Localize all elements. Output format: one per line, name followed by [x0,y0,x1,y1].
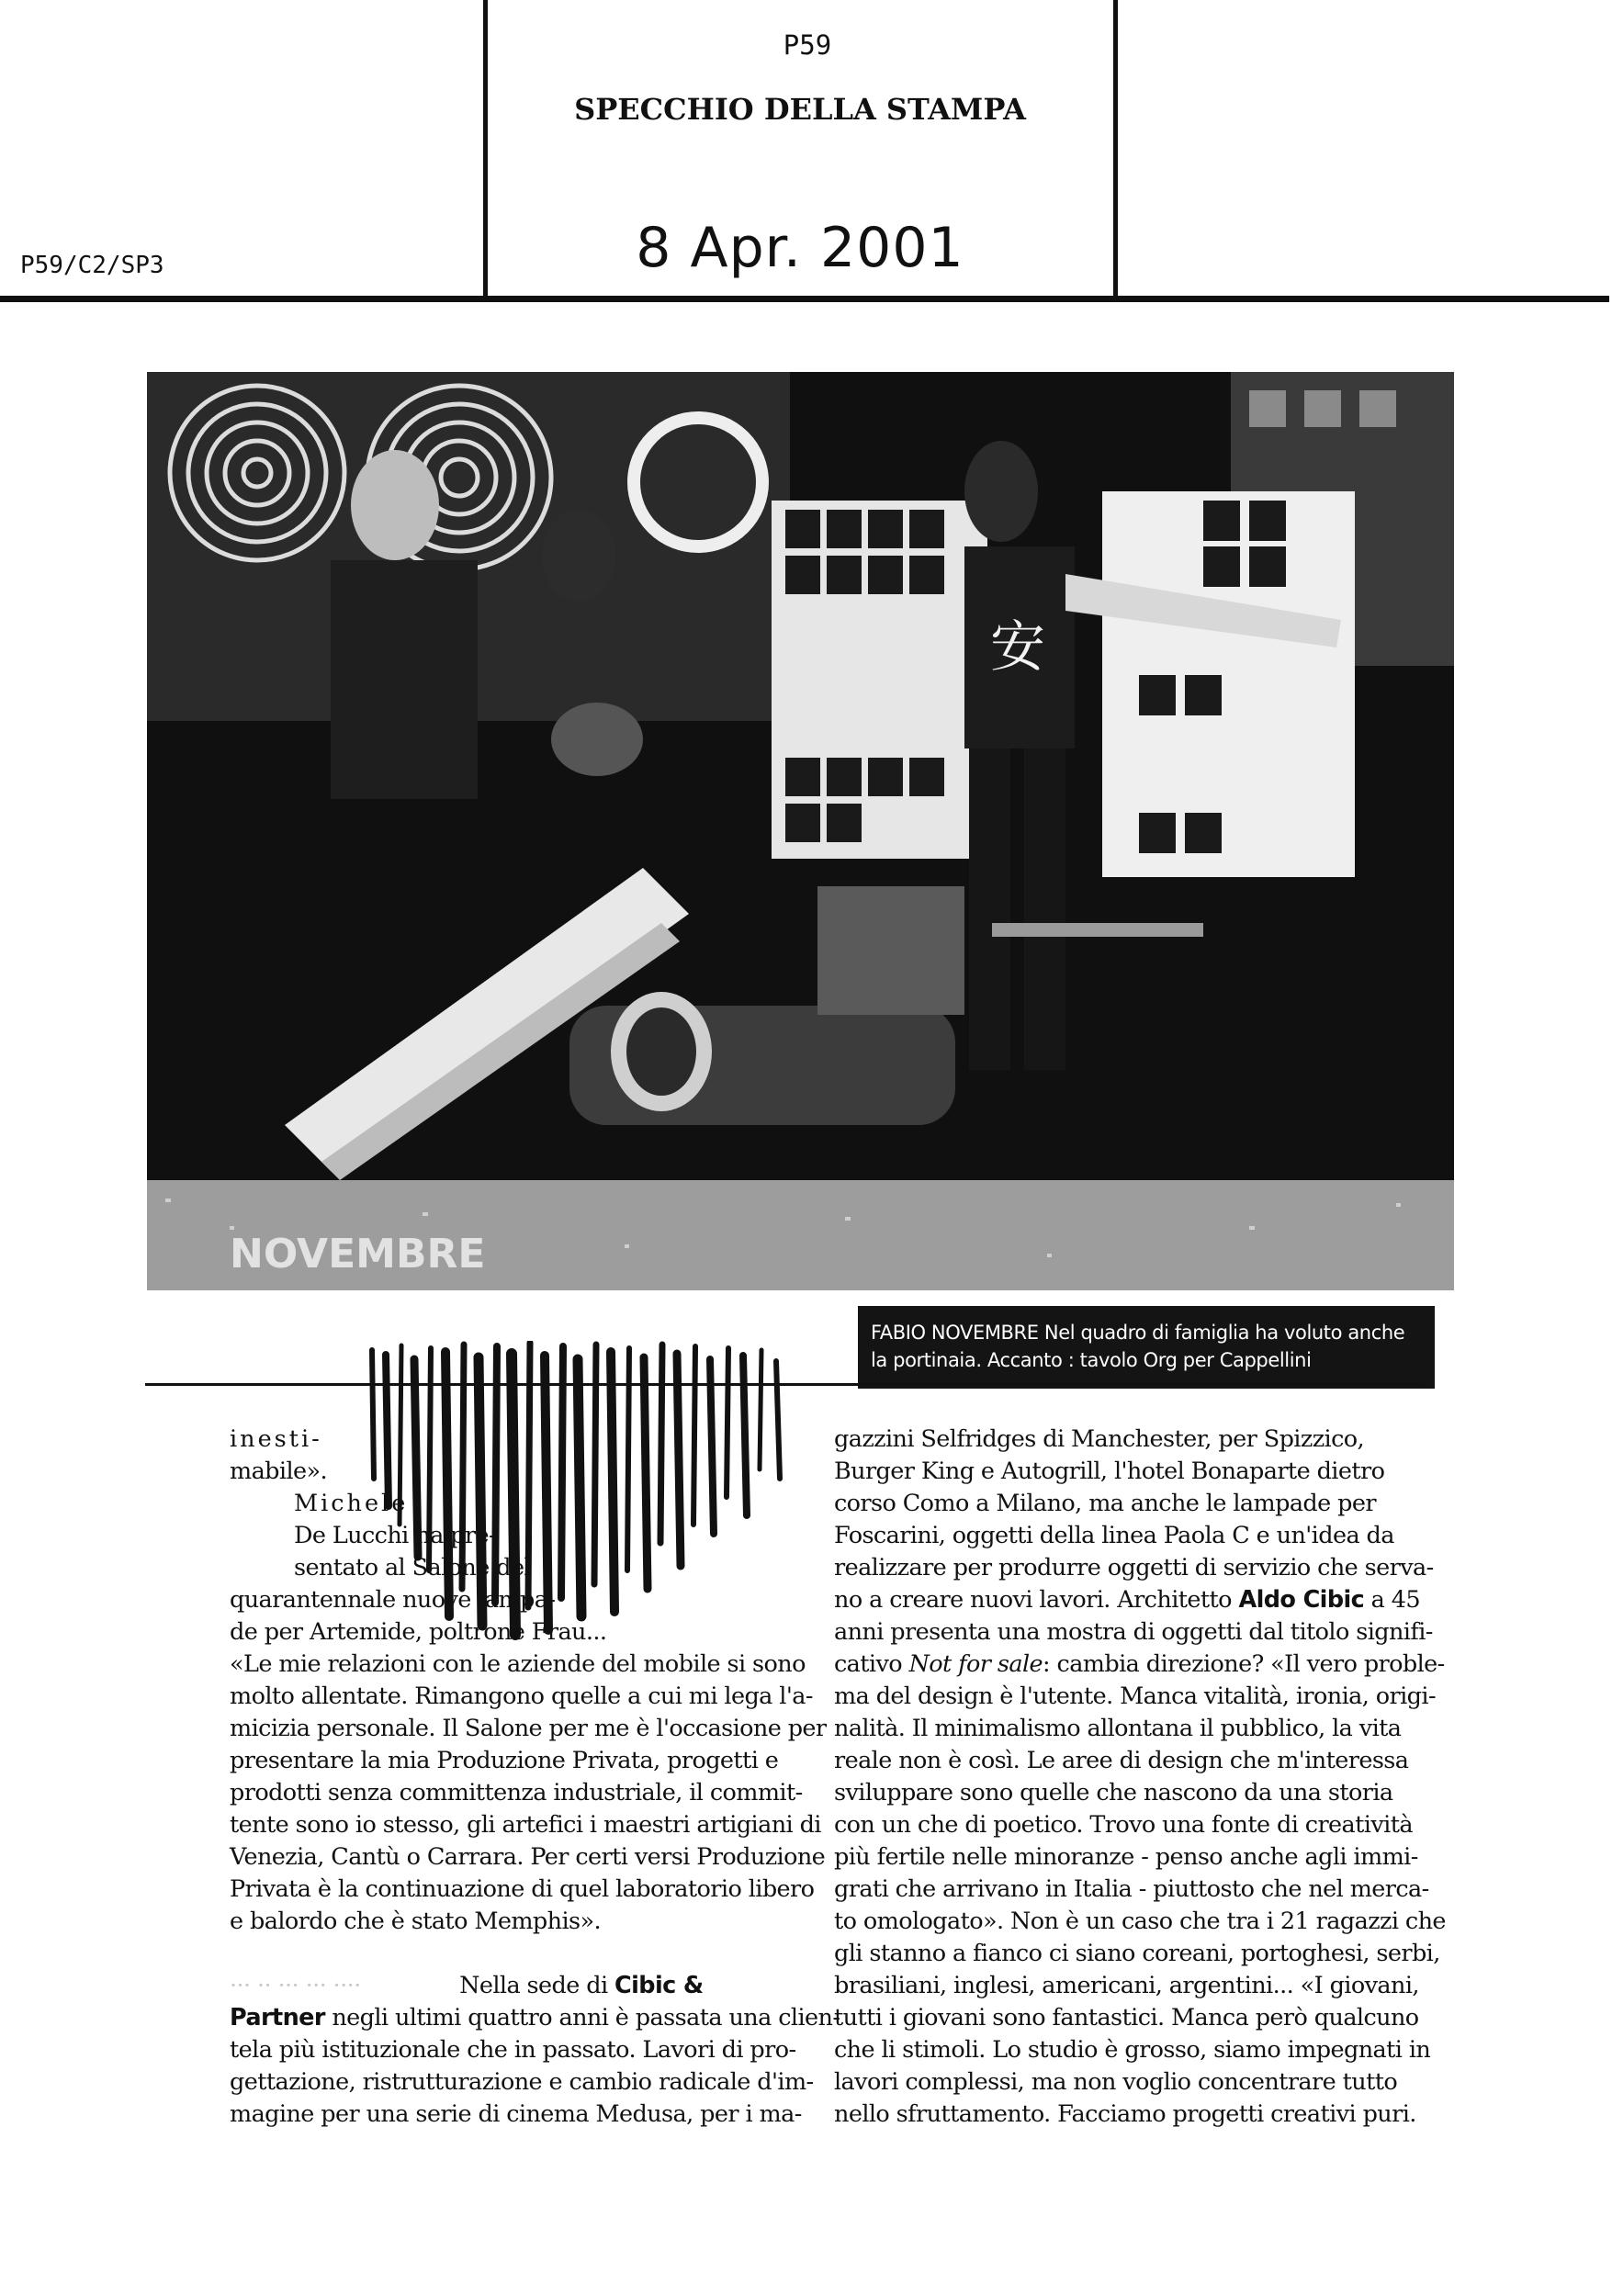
article-line: ma del design è l'utente. Manca vitalità, ironia, origi- [834,1683,1436,1710]
header-rule [0,296,1609,302]
article-line: inesti- [230,1425,322,1453]
article-line: Michele [294,1490,409,1517]
article-line: anni presenta una mostra di oggetti dal titolo signifi- [834,1618,1433,1646]
article-line: sentato al Salone del [294,1554,531,1581]
article-line: tela più istituzionale che in passato. Lavori di pro- [230,2036,796,2064]
article-line: con un che di poetico. Trovo una fonte di creatività [834,1811,1413,1839]
aldo-cibic-name: Aldo Cibic [1238,1586,1365,1614]
faint-lead-text: ··· ·· ··· ··· ···· [230,1972,361,1999]
article-line: nalità. Il minimalismo allontana il pubblico, la vita [834,1715,1402,1742]
article-line: quarantennale nuove lampa- [230,1586,556,1614]
article-line: no a creare nuovi lavori. Architetto [834,1586,1239,1614]
article-line: molto allentate. Rimangono quelle a cui mi lega l'a- [230,1683,813,1710]
article-line: prodotti senza committenza industriale, il commit- [230,1779,803,1806]
clipping-header [0,0,1612,305]
article-line: tente sono io stesso, gli artefici i maestri artigiani di [230,1811,821,1839]
header-divider-right [1113,0,1118,299]
article-line: grati che arrivano in Italia - piuttosto che nel merca- [834,1875,1429,1903]
article-line: micizia personale. Il Salone per me è l'occasione per [230,1715,827,1742]
cibic-name-2: Partner [230,2004,325,2032]
article-column-left [230,1424,840,2131]
article-column-right [834,1424,1446,2131]
svg-text:安: 安 [990,615,1045,680]
article-line: cativo [834,1650,909,1678]
article-line: negli ultimi quattro anni è passata una clien- [324,2004,840,2032]
photo-watermark: NOVEMBRE [230,1231,486,1277]
article-line: reale non è così. Le aree di design che m'interessa [834,1747,1409,1774]
article-line: Foscarini, oggetti della linea Paola C e un'idea da [834,1522,1394,1549]
article-line: Venezia, Cantù o Carrara. Per certi versi Produzione [230,1843,826,1871]
caption-name: FABIO NOVEMBRE [871,1322,1039,1344]
reference-code: P59/C2/SP3 [20,252,164,279]
article-line: to omologato». Non è un caso che tra i 21 ragazzi che [834,1908,1446,1935]
article-line: gli stanno a fianco ci siano coreani, portoghesi, serbi, [834,1940,1440,1967]
article-line: nello sfruttamento. Facciamo progetti creativi puri. [834,2100,1416,2128]
article-line: brasiliani, inglesi, americani, argentini... «I giovani, [834,1972,1419,1999]
article-line: magine per una serie di cinema Medusa, per i ma- [230,2100,802,2128]
caption-text: Nel quadro di famiglia ha voluto anche la portinaia. Accanto : tavolo Org per Cappellini [871,1322,1405,1371]
article-line: gettazione, ristrutturazione e cambio radicale d'im- [230,2068,814,2096]
article-line: sviluppare sono quelle che nascono da una storia [834,1779,1393,1806]
article-line: De Lucchi ha pre- [294,1522,496,1549]
cibic-name-1: Cibic & [614,1972,704,1999]
article-line: che li stimoli. Lo studio è grosso, siamo impegnati in [834,2036,1431,2064]
header-divider-left [483,0,488,299]
photo-caption [858,1306,1435,1389]
article-line: corso Como a Milano, ma anche le lampade per [834,1490,1376,1517]
article-line: «Le mie relazioni con le aziende del mobile si sono [230,1650,806,1678]
article-line: : cambia direzione? «Il vero proble- [1043,1650,1445,1678]
article-line: e balordo che è stato Memphis». [230,1908,602,1935]
article-line: Burger King e Autogrill, l'hotel Bonaparte dietro [834,1458,1385,1485]
publication-name: SPECCHIO DELLA STAMPA [574,92,1026,127]
article-line: gazzini Selfridges di Manchester, per Spizzico, [834,1425,1365,1453]
article-photo [147,372,1454,1290]
article-line: presentare la mia Produzione Privata, progetti e [230,1747,779,1774]
article-line: realizzare per produrre oggetti di servizio che serva- [834,1554,1434,1581]
exhibition-title: Not for sale [908,1650,1043,1678]
article-line: de per Artemide, poltrone Frau... [230,1618,607,1646]
article-line: a 45 [1364,1586,1421,1614]
publication-date: 8 Apr. 2001 [636,216,964,280]
article-line: lavori complessi, ma non voglio concentrare tutto [834,2068,1398,2096]
article-line: Privata è la continuazione di quel laboratorio libero [230,1875,815,1903]
article-line: più fertile nelle minoranze - penso anche agli immi- [834,1843,1418,1871]
cibic-intro: Nella sede di [459,1972,615,1999]
page-code: P59 [783,29,832,61]
article-line: mabile». [230,1458,328,1485]
article-line: tutti i giovani sono fantastici. Manca però qualcuno [834,2004,1419,2032]
